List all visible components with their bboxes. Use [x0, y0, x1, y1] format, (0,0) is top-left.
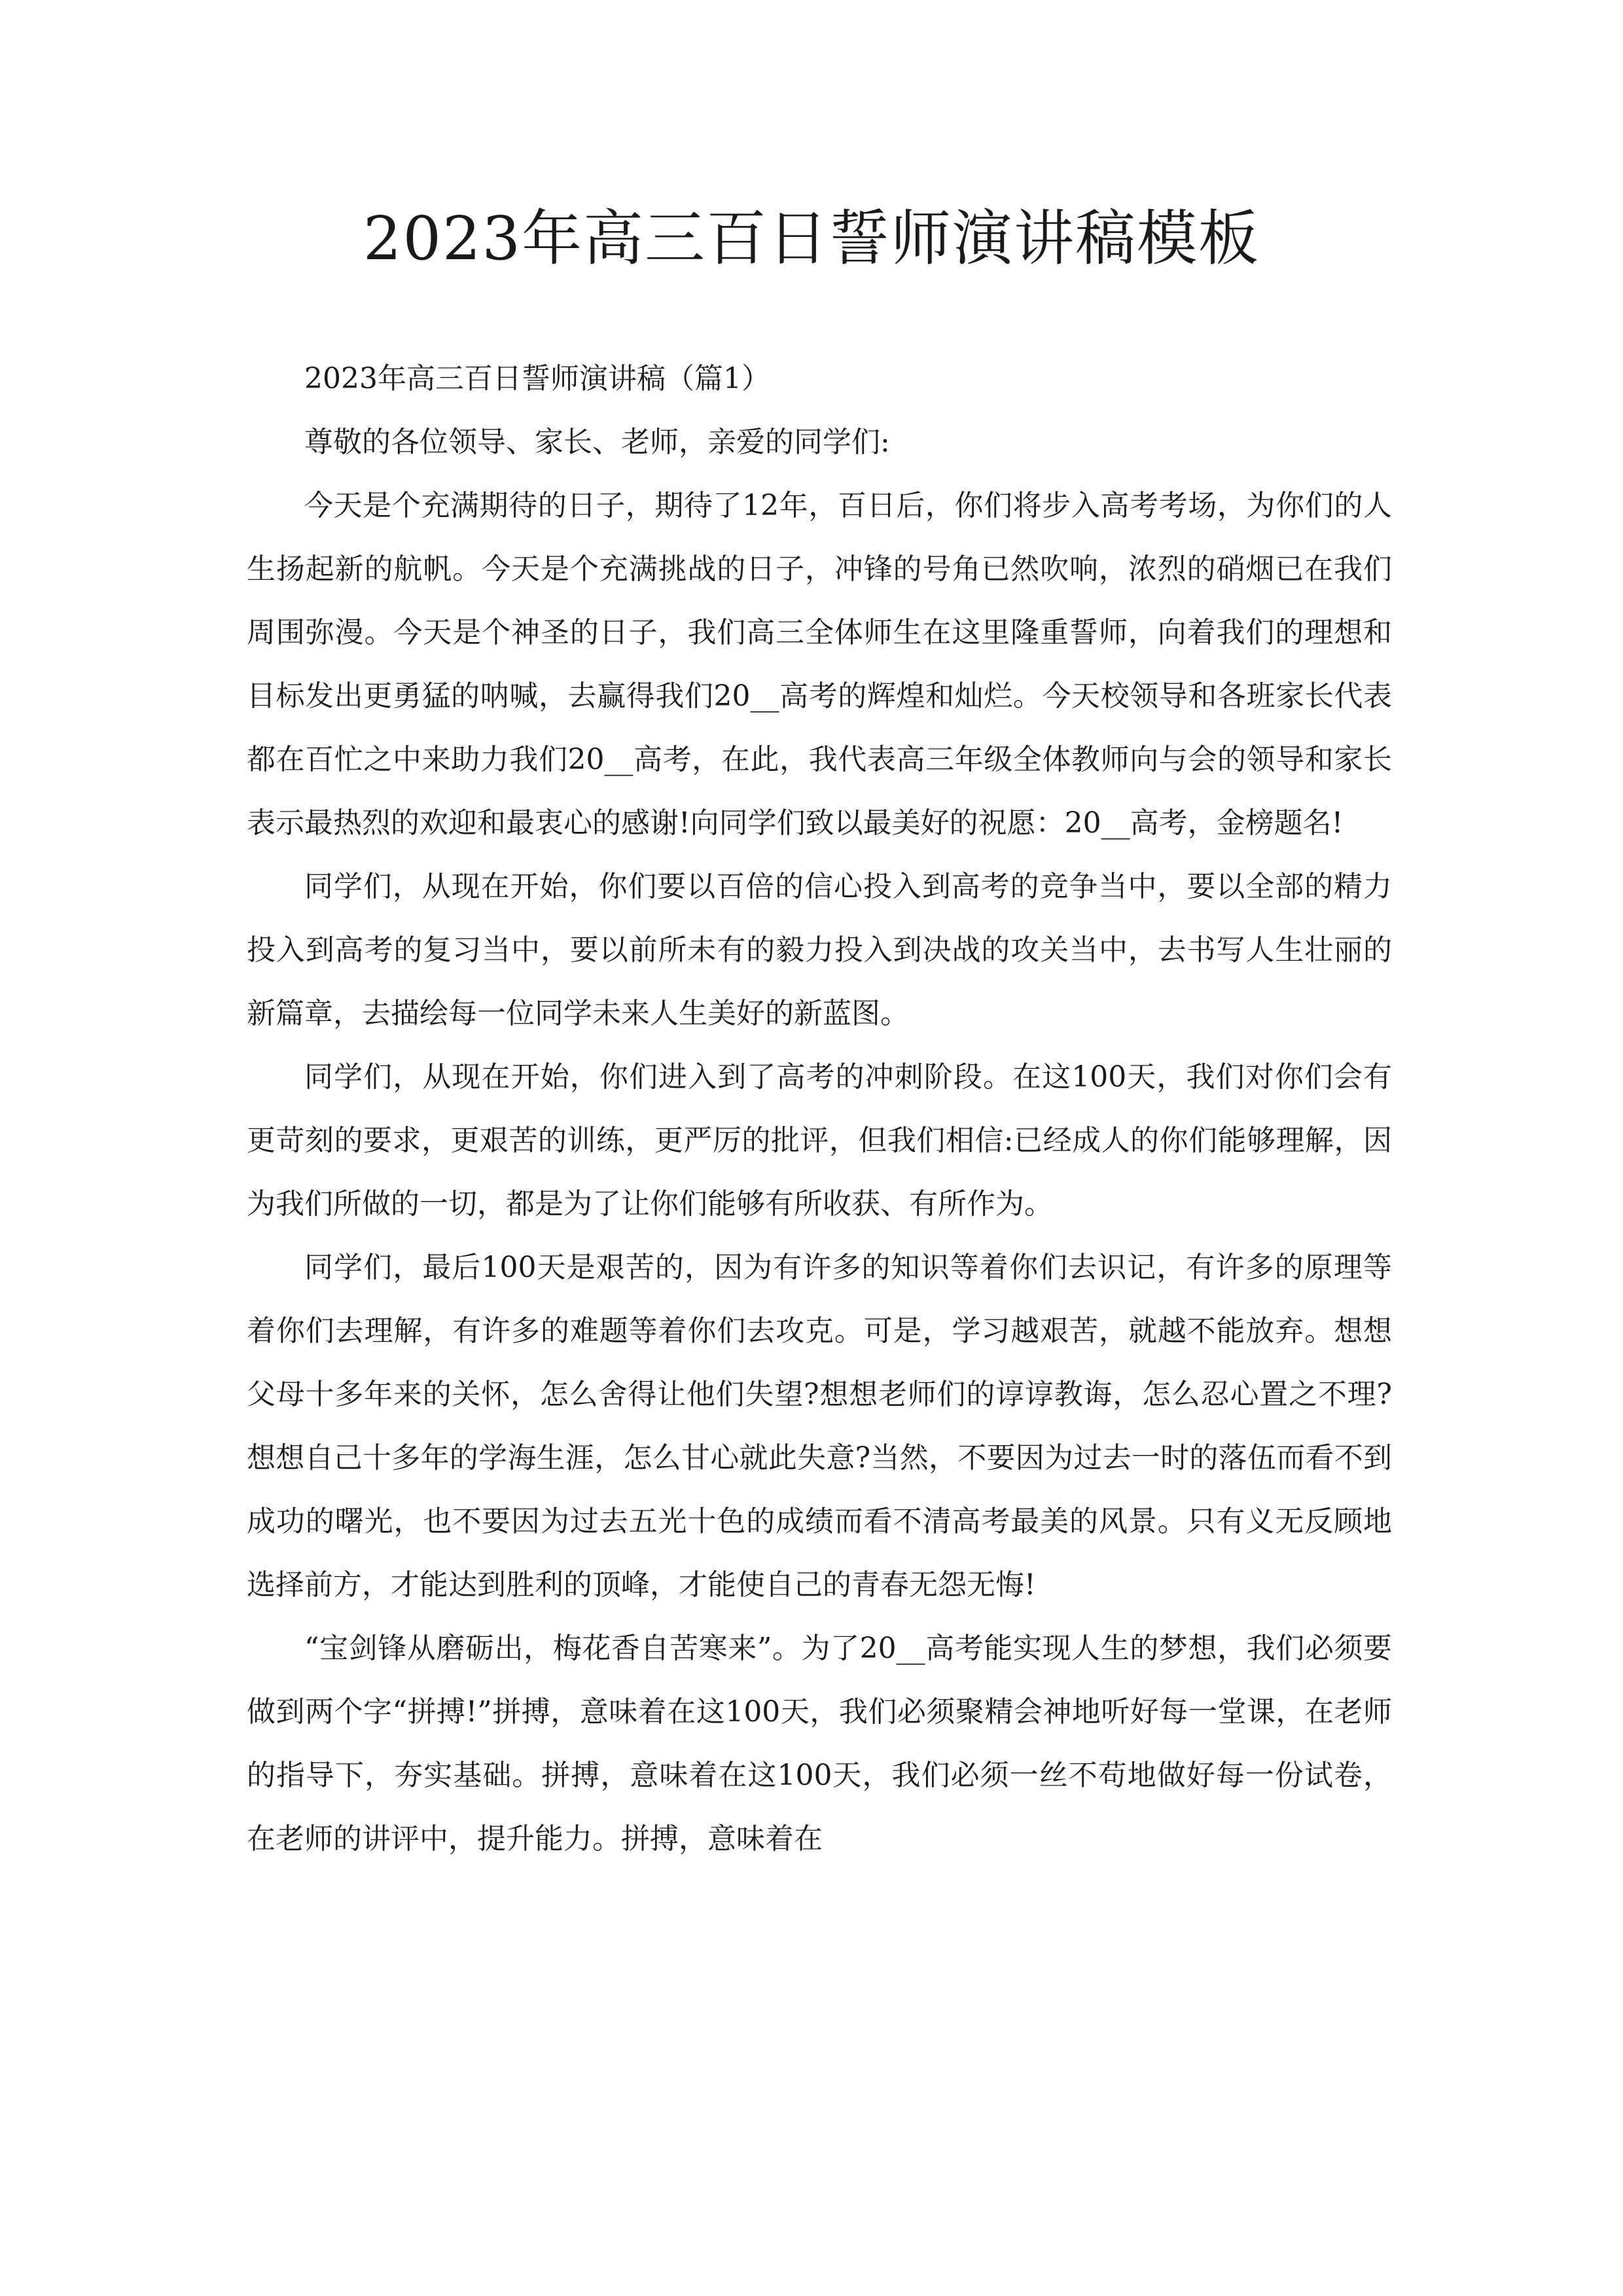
paragraph: 同学们，最后100天是艰苦的，因为有许多的知识等着你们去识记，有许多的原理等着你们去理解，有许多的难题等着你们去攻克。可是，学习越艰苦，就越不能放弃。想想父母十多年来的关怀，怎么舍得让他们失望?想想老师们的谆谆教诲，怎么忍心置之不理?想想自己十多年的学海生涯，怎么甘心就此失意?当然，不要因为过去一时的落伍而看不到成功的曙光，也不要因为过去五光十色的成绩而看不清高考最美的风景。只有义无反顾地选择前方，才能达到胜利的顶峰，才能使自己的青春无怨无悔!: [247, 1251, 1392, 1602]
paragraph: 今天是个充满期待的日子，期待了12年，百日后，你们将步入高考考场，为你们的人生扬起新的航帆。今天是个充满挑战的日子，冲锋的号角已然吹响，浓烈的硝烟已在我们周围弥漫。今天是个神圣的日子，我们高三全体师生在这里隆重誓师，向着我们的理想和目标发出更勇猛的呐喊，去赢得我们20__高考的辉煌和灿烂。今天校领导和各班家长代表都在百忙之中来助力我们20__高考，在此，我代表高三年级全体教师向与会的领导和家长表示最热烈的欢迎和最衷心的感谢!向同学们致以最美好的祝愿：20__高考，金榜题名!: [247, 489, 1392, 840]
paragraph: 同学们，从现在开始，你们要以百倍的信心投入到高考的竞争当中，要以全部的精力投入到高考的复习当中，要以前所未有的毅力投入到决战的攻关当中，去书写人生壮丽的新篇章，去描绘每一位同学未来人生美好的新蓝图。: [247, 870, 1392, 1030]
document-body: [247, 347, 1392, 1871]
paragraph: “宝剑锋从磨砺出，梅花香自苦寒来”。为了20__高考能实现人生的梦想，我们必须要做到两个字“拼搏!”拼搏，意味着在这100天，我们必须聚精会神地听好每一堂课，在老师的指导下，夯实基础。拼搏，意味着在这100天，我们必须一丝不苟地做好每一份试卷，在老师的讲评中，提升能力。拼搏，意味着在: [247, 1632, 1392, 1856]
section-heading: 2023年高三百日誓师演讲稿（篇1）: [304, 362, 770, 395]
document-title: 2023年高三百日誓师演讲稿模板: [363, 204, 1260, 274]
paragraph: 同学们，从现在开始，你们进入到了高考的冲刺阶段。在这100天，我们对你们会有更苛刻的要求，更艰苦的训练，更严厉的批评，但我们相信:已经成人的你们能够理解，因为我们所做的一切，都是为了让你们能够有所收获、有所作为。: [247, 1060, 1392, 1221]
salutation: 尊敬的各位领导、家长、老师，亲爱的同学们:: [304, 425, 890, 459]
